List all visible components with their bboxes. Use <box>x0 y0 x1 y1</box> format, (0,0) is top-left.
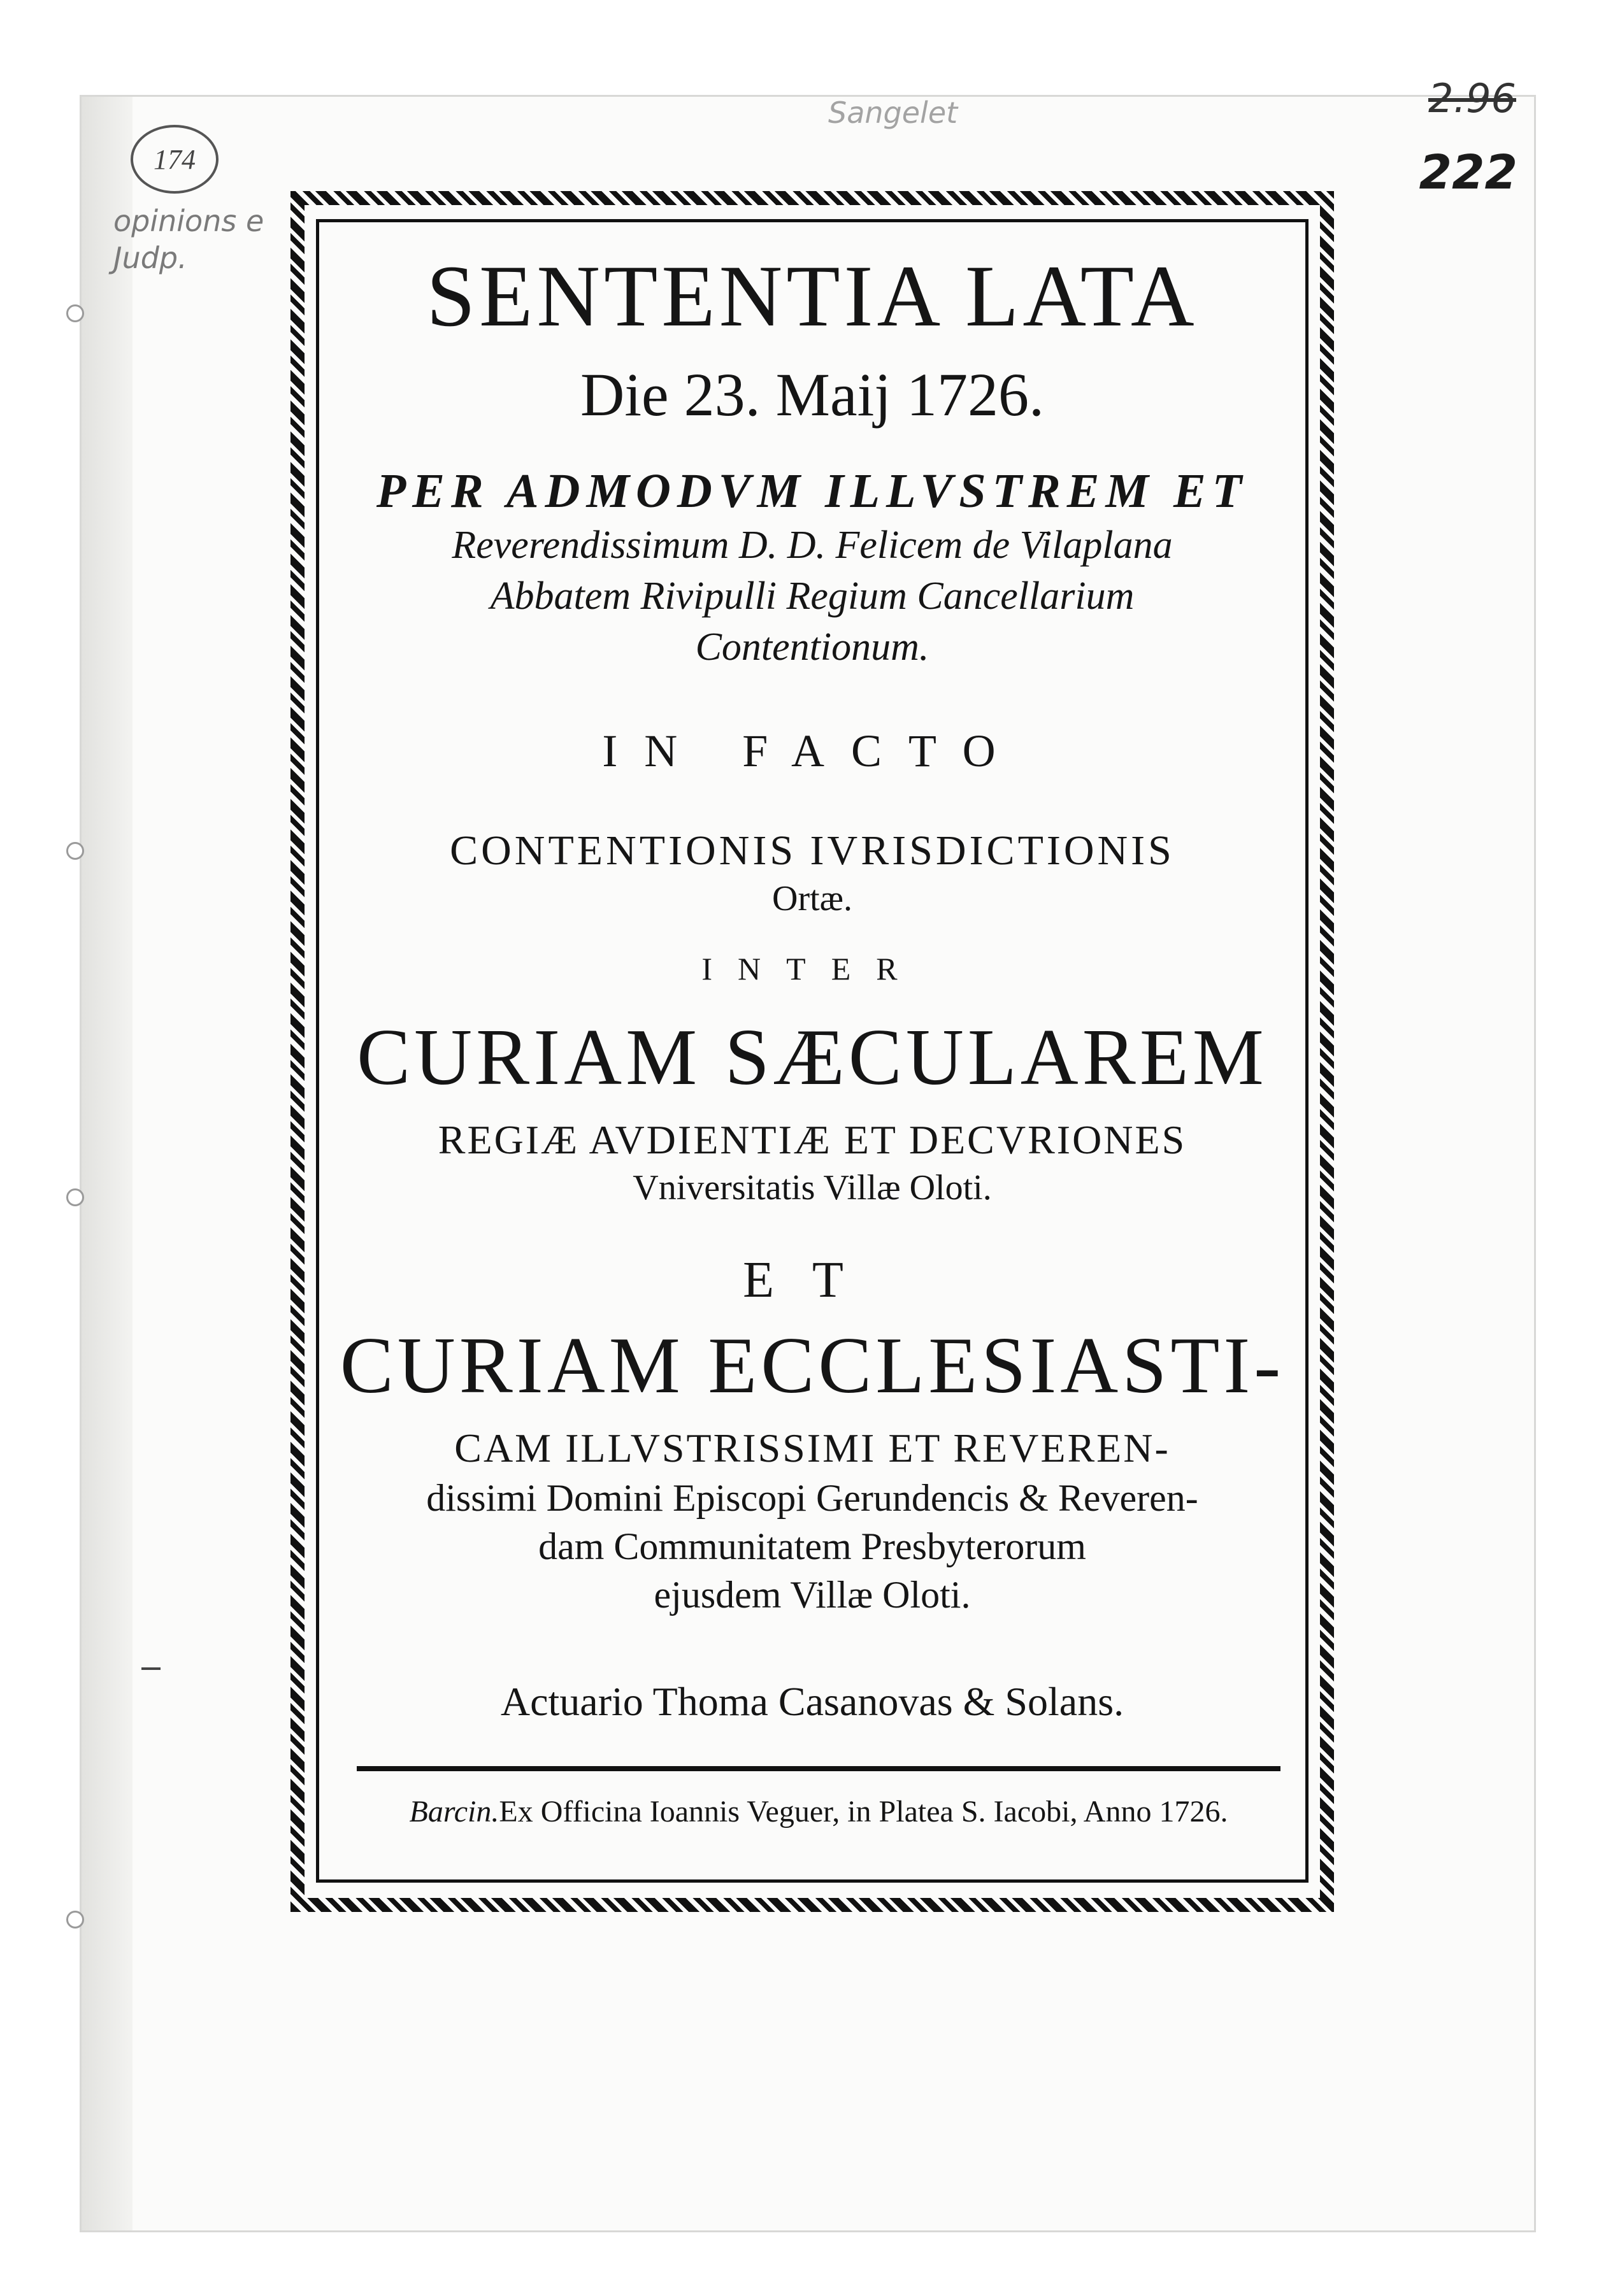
dissimi-line: dissimi Domini Episcopi Gerundencis & Reveren- <box>426 1477 1198 1519</box>
binding-hole <box>66 1911 84 1929</box>
margin-mark <box>141 1667 161 1670</box>
subtitle-line-3: Contentionum. <box>695 625 929 669</box>
ejusdem-line: ejusdem Villæ Oloti. <box>654 1574 971 1616</box>
binding-hole <box>66 842 84 860</box>
crossed-out-number: 2.96 <box>1428 75 1516 122</box>
page-number: 222 <box>1419 145 1517 200</box>
circled-catalog-number: 174 <box>131 125 219 194</box>
binding-hole <box>66 304 84 322</box>
in-facto-heading: IN FACTO <box>602 725 1022 776</box>
imprint-rule <box>357 1766 1280 1771</box>
dam-line: dam Communitatem Presbyterorum <box>538 1525 1086 1567</box>
subtitle-line-2: Abbatem Rivipulli Regium Cancellarium <box>490 574 1135 618</box>
ortae-line: Ortæ. <box>772 879 852 918</box>
title-page-text <box>325 248 1300 1727</box>
regiae-line: REGIÆ AVDIENTIÆ ET DECVRIONES <box>438 1117 1187 1162</box>
handwritten-side-note: opinions e Judp. <box>113 204 264 275</box>
actuario-line: Actuario Thoma Casanovas & Solans. <box>500 1679 1124 1724</box>
inter-heading: INTER <box>701 951 923 987</box>
per-line: PER ADMODVM ILLVSTREM ET <box>376 464 1249 518</box>
binding-spine <box>82 97 133 2230</box>
curiam-ecclesiasti-heading: CURIAM ECCLESIASTI- <box>340 1322 1285 1410</box>
cam-line: CAM ILLVSTRISSIMI ET REVEREN- <box>454 1425 1170 1471</box>
printer-imprint <box>357 1790 1280 1834</box>
et-heading: ET <box>743 1252 882 1308</box>
imprint-text: Ex Officina Ioannis Veguer, in Platea S. Iacobi, Anno 1726. <box>499 1795 1228 1829</box>
document-date: Die 23. Maij 1726. <box>580 360 1044 429</box>
document-title: SENTENTIA LATA <box>426 247 1198 345</box>
subtitle-line-1: Reverendissimum D. D. Felicem de Vilaplana <box>452 524 1173 567</box>
faded-signature: Sangelet <box>828 96 958 130</box>
curiam-saecularem-heading: CURIAM SÆCULAREM <box>357 1013 1268 1102</box>
contentionis-line: CONTENTIONIS IVRISDICTIONIS <box>450 827 1175 874</box>
universitatis-line: Vniversitatis Villæ Oloti. <box>633 1168 992 1208</box>
binding-hole <box>66 1188 84 1206</box>
imprint-place: Barcin. <box>409 1795 499 1829</box>
